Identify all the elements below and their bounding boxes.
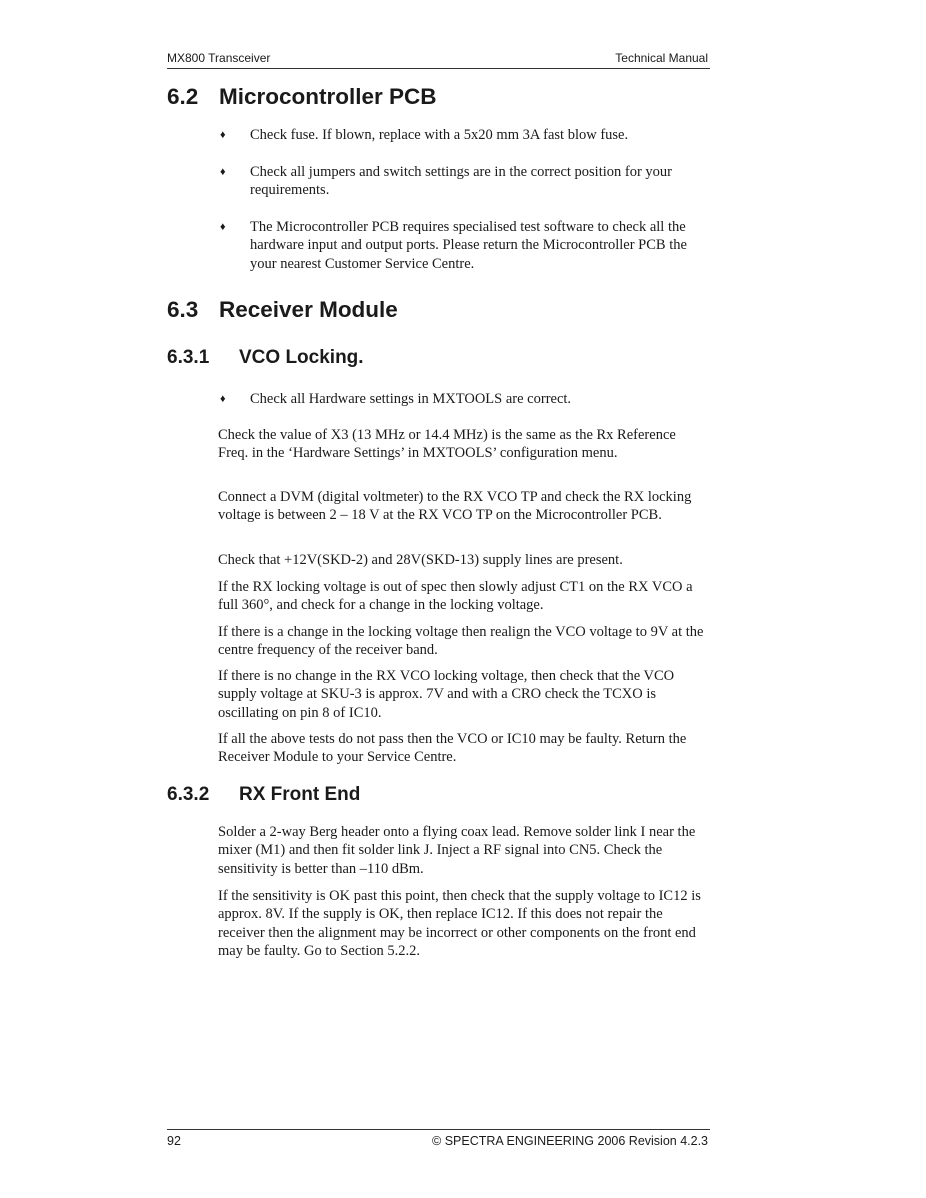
section-heading-6-2 <box>167 84 437 110</box>
paragraph: If there is no change in the RX VCO locking voltage, then check that the VCO supply voltage at SKU-3 is approx. 7V and with a CRO check the TCXO is oscillating on pin 8 of IC10. <box>218 668 675 721</box>
subsection-title: VCO Locking. <box>239 347 364 368</box>
paragraph: Check that +12V(SKD-2) and 28V(SKD-13) supply lines are present. <box>218 552 623 568</box>
paragraph: If the RX locking voltage is out of spec then slowly adjust CT1 on the RX VCO a full 360°, and check for a change in the locking voltage. <box>218 579 693 614</box>
bullet-text: Check all jumpers and switch settings are in the correct position for your requirements. <box>250 164 673 199</box>
diamond-bullet-icon: ♦ <box>220 166 226 178</box>
page-header <box>167 51 710 69</box>
footer-copyright: © SPECTRA ENGINEERING 2006 Revision 4.2.3 <box>432 1134 708 1148</box>
page-footer <box>167 1129 710 1148</box>
bullet-item <box>220 390 712 408</box>
paragraph: Solder a 2-way Berg header onto a flying coax lead. Remove solder link I near the mixer (M1) and then fit solder link J. Inject a RF signal into CN5. Check the sensitivity is better than –110 dBm. <box>218 824 696 877</box>
subsection-heading-6-3-1 <box>167 347 364 369</box>
paragraph: If all the above tests do not pass then the VCO or IC10 may be faulty. Return the Receiver Module to your Service Centre. <box>218 731 687 766</box>
bullet-item <box>220 163 712 200</box>
diamond-bullet-icon: ♦ <box>220 221 226 233</box>
diamond-bullet-icon: ♦ <box>220 393 226 405</box>
page-number: 92 <box>167 1134 181 1148</box>
header-doc-title: MX800 Transceiver <box>167 51 271 65</box>
section-title: Microcontroller PCB <box>219 84 437 109</box>
bullet-text: Check fuse. If blown, replace with a 5x20 mm 3A fast blow fuse. <box>250 127 629 143</box>
section-number: 6.3 <box>167 297 199 322</box>
bullet-item <box>220 126 712 144</box>
section-title: Receiver Module <box>219 297 398 322</box>
paragraph: If the sensitivity is OK past this point, then check that the supply voltage to IC12 is approx. 8V. If the supply is OK, then replace IC12. If this does not repair the receiver then the alignment may be incorrect or other components on the front end may be faulty. Go to Section 5.2.2. <box>218 888 701 959</box>
paragraph: If there is a change in the locking voltage then realign the VCO voltage to 9V at the centre frequency of the receiver band. <box>218 624 704 659</box>
paragraph: Connect a DVM (digital voltmeter) to the RX VCO TP and check the RX locking voltage is between 2 – 18 V at the RX VCO TP on the Microcontroller PCB. <box>218 489 692 524</box>
section-heading-6-3 <box>167 297 398 323</box>
subsection-number: 6.3.1 <box>167 347 210 368</box>
bullet-item <box>220 218 712 273</box>
diamond-bullet-icon: ♦ <box>220 129 226 141</box>
header-manual-type: Technical Manual <box>615 51 708 65</box>
paragraph: Check the value of X3 (13 MHz or 14.4 MHz) is the same as the Rx Reference Freq. in the ‘Hardware Settings’ in MXTOOLS’ configuration menu. <box>218 427 676 462</box>
subsection-title: RX Front End <box>239 784 361 805</box>
subsection-heading-6-3-2 <box>167 784 360 806</box>
subsection-number: 6.3.2 <box>167 784 210 805</box>
bullet-text: The Microcontroller PCB requires specialised test software to check all the hardware input and output ports. Please return the Microcontroller PCB the your nearest Customer Service Centre. <box>250 219 687 272</box>
section-number: 6.2 <box>167 84 199 109</box>
bullet-text: Check all Hardware settings in MXTOOLS are correct. <box>250 391 572 407</box>
